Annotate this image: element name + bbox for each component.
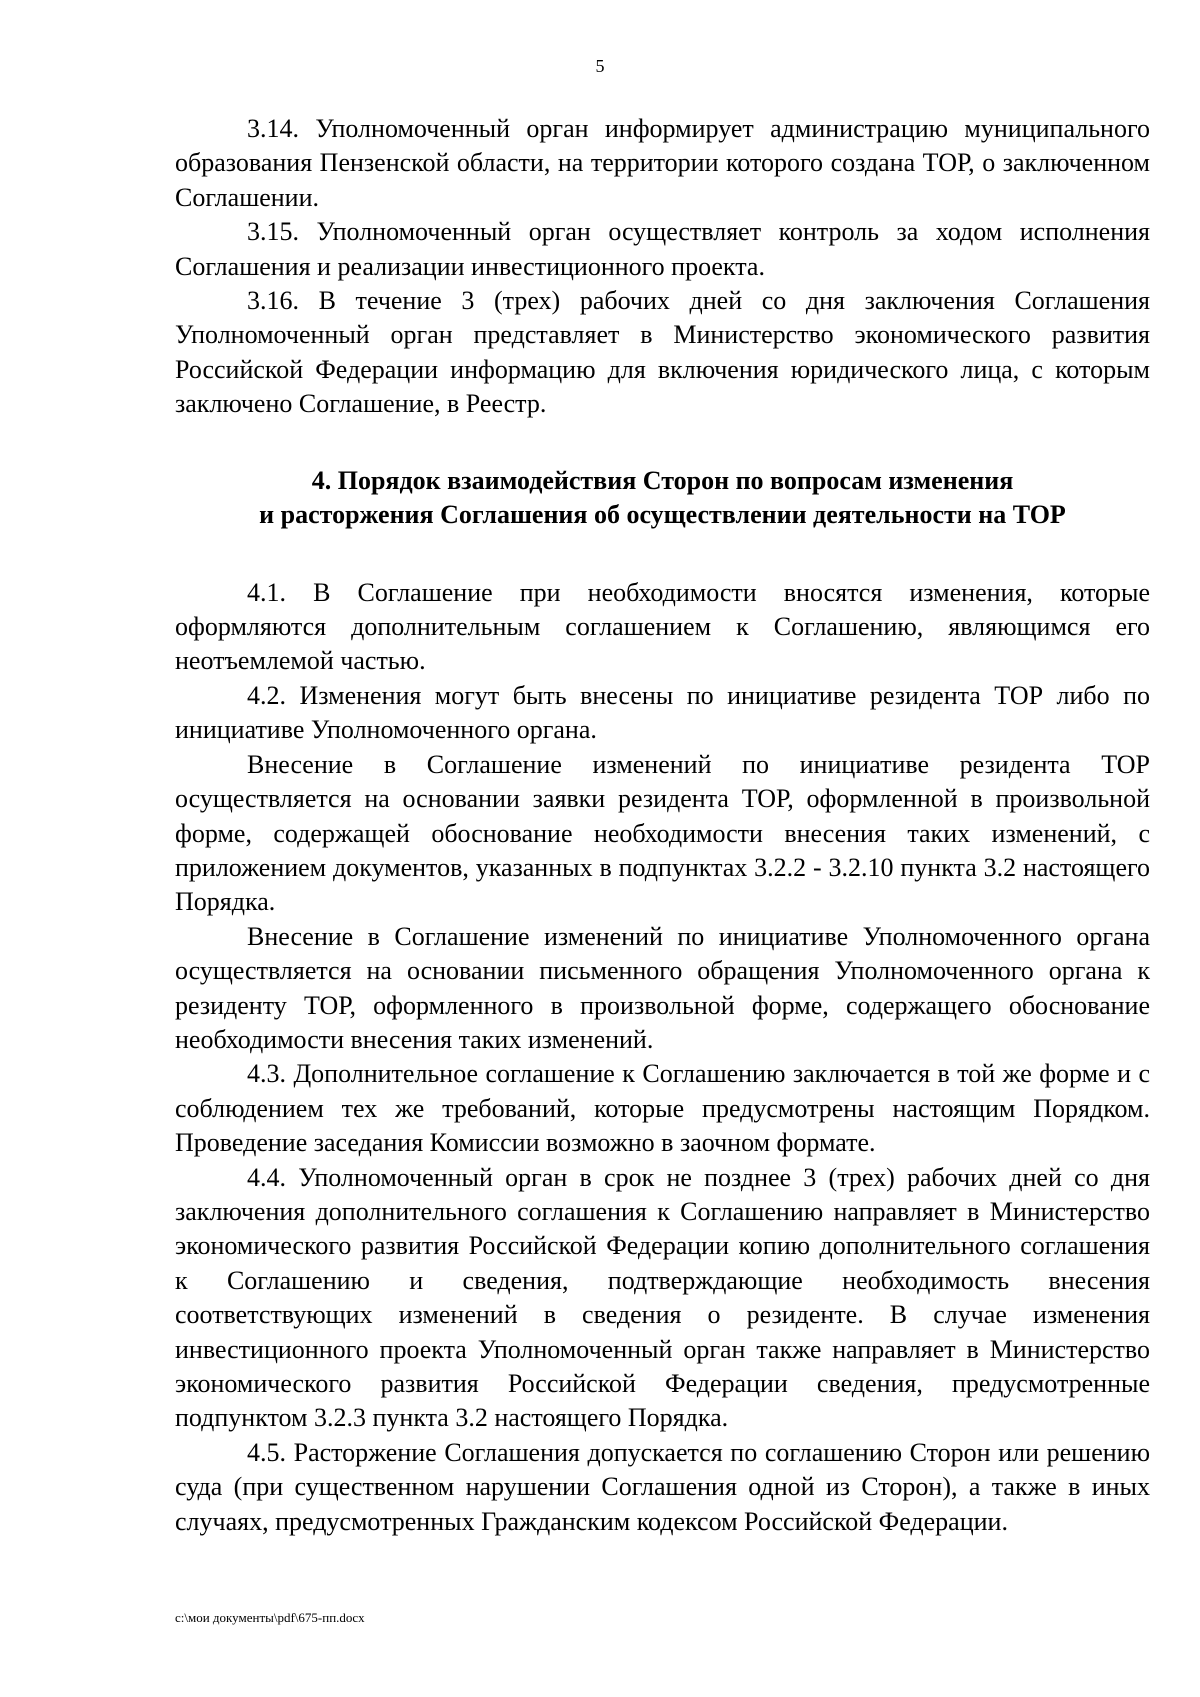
paragraph-4-4: 4.4. Уполномоченный орган в срок не позднее 3 (трех) рабочих дней со дня заключения дополнительного соглашения к Соглашению направляет в Министерство экономического развития Российской Федерации копию дополнительного соглашения к Соглашению и сведения, подтверждающие необходимость внесения соответствующих изменений в сведения о резиденте. В случае изменения инвестиционного проекта Уполномоченный орган также направляет в Министерство экономического развития Российской Федерации сведения, предусмотренные подпунктом 3.2.3 пункта 3.2 настоящего Порядка. [175,1162,1150,1433]
section-4-heading-line-1: 4. Порядок взаимодействия Сторон по вопросам изменения [311,465,1014,495]
section-4-heading-line-2: и расторжения Соглашения об осуществлении деятельности на ТОР [259,499,1066,529]
page-number: 5 [595,56,605,76]
paragraph-4-1: 4.1. В Соглашение при необходимости вносятся изменения, которые оформляются дополнительным соглашением к Соглашению, являющимся его неотъемлемой частью. [175,577,1150,676]
paragraph-4-2-resident: Внесение в Соглашение изменений по инициативе резидента ТОР осуществляется на основании заявки резидента ТОР, оформленной в произвольной форме, содержащей обоснование необходимости внесения таких изменений, с приложением документов, указанных в подпунктах 3.2.2 - 3.2.10 пункта 3.2 настоящего Порядка. [175,749,1150,917]
paragraph-4-3: 4.3. Дополнительное соглашение к Соглашению заключается в той же форме и с соблюдением тех же требований, которые предусмотрены настоящим Порядком. Проведение заседания Комиссии возможно в заочном формате. [175,1059,1150,1158]
section-4-heading [175,464,1150,532]
paragraph-4-5: 4.5. Расторжение Соглашения допускается по соглашению Сторон или решению суда (при существенном нарушении Соглашения одной из Сторон), а также в иных случаях, предусмотренных Гражданским кодексом Российской Федерации. [175,1437,1150,1536]
paragraph-4-2-authority: Внесение в Соглашение изменений по инициативе Уполномоченного органа осуществляется на основании письменного обращения Уполномоченного органа к резиденту ТОР, оформленного в произвольной форме, содержащего обоснование необходимости внесения таких изменений. [175,921,1150,1054]
paragraph-4-2: 4.2. Изменения могут быть внесены по инициативе резидента ТОР либо по инициативе Уполномоченного органа. [175,680,1150,745]
footer-file-path: c:\мои документы\pdf\675-пп.docx [175,1610,365,1625]
paragraph-3-14: 3.14. Уполномоченный орган информирует администрацию муниципального образования Пензенской области, на территории которого создана ТОР, о заключенном Соглашении. [175,114,1150,212]
document-body [175,112,1150,1539]
paragraph-3-15: 3.15. Уполномоченный орган осуществляет контроль за ходом исполнения Соглашения и реализации инвестиционного проекта. [175,217,1150,281]
paragraph-3-16: 3.16. В течение 3 (трех) рабочих дней со дня заключения Соглашения Уполномоченный орган представляет в Министерство экономического развития Российской Федерации информацию для включения юридического лица, с которым заключено Соглашение, в Реестр. [175,286,1150,419]
